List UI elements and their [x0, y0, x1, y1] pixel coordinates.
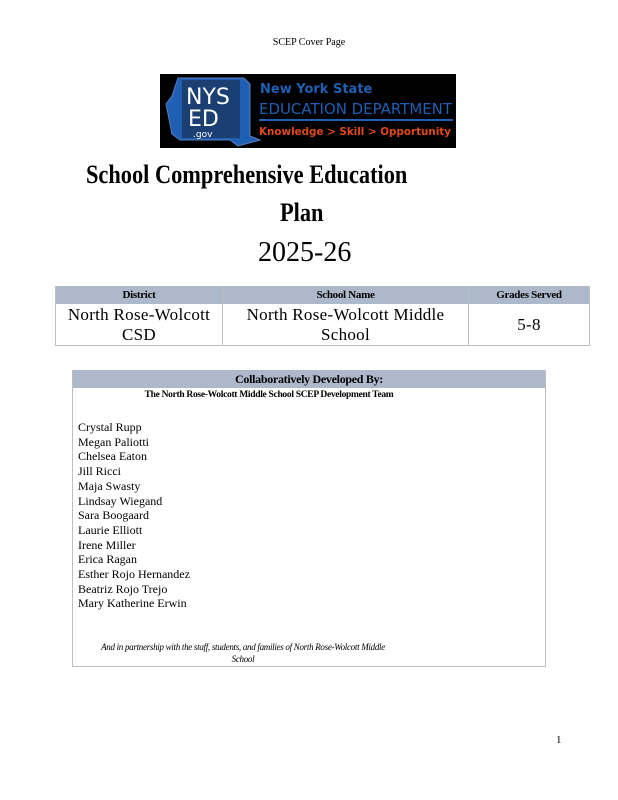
nysed-logo-graphic [160, 74, 456, 148]
header-grades-served: Grades Served [469, 286, 590, 304]
list-item: Crystal Rupp [78, 420, 142, 434]
list-item: Mary Katherine Erwin [78, 596, 187, 611]
list-item: Laurie Elliott [78, 522, 143, 537]
collaboration-subheading: The North Rose-Wolcott Middle School SCEP Development Team [144, 390, 394, 400]
header-district: District [56, 286, 223, 304]
logo-mark-nys: NYS [186, 85, 230, 110]
cell-grades-served: 5-8 [469, 304, 590, 346]
page-header: SCEP Cover Page [272, 37, 346, 48]
list-item: Maja Swasty [78, 478, 141, 493]
cell-district: North Rose-Wolcott CSD [56, 304, 223, 346]
collaboration-box [72, 370, 546, 667]
list-item: Esther Rojo Hernandez [78, 567, 190, 582]
list-item: Chelsea Eaton [78, 449, 147, 464]
page-number: 1 [556, 734, 562, 746]
logo-mark-ed: ED [188, 107, 219, 132]
logo-name-line2: EDUCATION DEPARTMENT [259, 100, 453, 118]
partnership-note: And in partnership with the staff, students, and families of North Rose-Wolcott Middle School [101, 642, 385, 664]
logo-mark-gov: .gov [193, 130, 213, 140]
collaboration-heading: Collaboratively Developed By: [73, 370, 545, 388]
list-item: Jill Ricci [78, 464, 121, 479]
table-row [56, 304, 590, 346]
nysed-logo [160, 74, 456, 148]
list-item: Irene Miller [78, 537, 136, 552]
list-item: Megan Paliotti [78, 434, 149, 449]
list-item: Beatriz Rojo Trejo [78, 581, 168, 596]
plan-year: 2025-26 [258, 237, 352, 268]
header-school-name: School Name [223, 286, 469, 304]
list-item: Erica Ragan [78, 552, 137, 567]
school-info-table [55, 286, 590, 346]
team-member-list [78, 420, 545, 611]
table-header-row [56, 286, 590, 304]
cell-school-name: North Rose-Wolcott Middle School [223, 304, 469, 346]
list-item: Sara Boogaard [78, 508, 149, 523]
logo-name-line1: New York State [260, 82, 373, 97]
document-title-line1: School Comprehensive Education [86, 160, 408, 189]
document-title-line2: Plan [280, 198, 324, 227]
list-item: Lindsay Wiegand [78, 493, 163, 508]
logo-tagline: Knowledge > Skill > Opportunity [259, 125, 451, 138]
